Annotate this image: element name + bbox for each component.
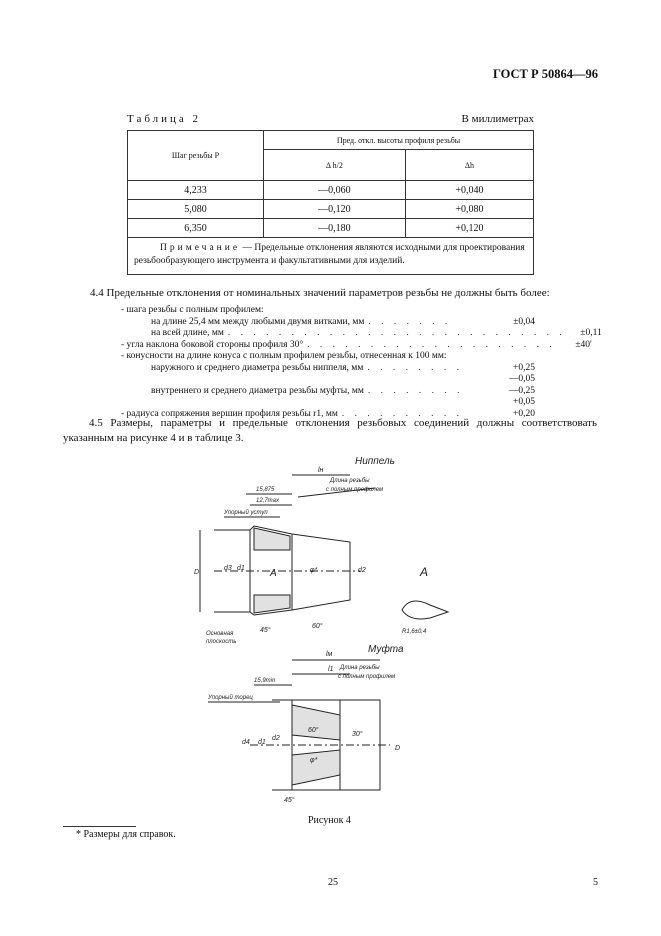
table-caption: Таблица 2: [127, 113, 202, 125]
list-item: наружного и среднего диаметра резьбы ниппеля, мм . . . . . . . . +0,25: [151, 362, 535, 373]
full-profile-label: с полным профилем: [326, 487, 384, 493]
ln-label: lн: [318, 467, 324, 474]
radius-label: R1,6±0,4: [402, 629, 427, 635]
lm-label: lм: [326, 651, 333, 658]
table-row: [128, 200, 534, 219]
cell-delta: +0,080: [405, 200, 533, 219]
list-item: —0,05: [508, 374, 535, 384]
coupling-angle-60: 60°: [308, 727, 319, 734]
sheet-number: 5: [593, 877, 598, 888]
note-label: Примечание: [160, 243, 241, 253]
angle-45-label: 45°: [260, 627, 271, 634]
cell-half-delta: —0,180: [264, 219, 406, 238]
thread-length-label: Длина резьбы: [330, 478, 370, 484]
cell-pitch: 4,233: [128, 181, 264, 200]
cell-delta: +0,120: [405, 219, 533, 238]
coupling-D-label: D: [395, 745, 401, 752]
figure-4-drawing: [180, 450, 480, 812]
table-note: [128, 238, 534, 275]
list-item: - конусности на длине конуса с полным профилем резьбы, отнесенная к 100 мм:: [121, 351, 447, 361]
coupling-drawing: [207, 643, 404, 804]
list-item: внутреннего и среднего диаметра резьбы муфты, мм . . . . . . . . —0,25: [151, 385, 535, 396]
table-2: [127, 130, 534, 275]
coupling-label: Муфта: [368, 644, 404, 655]
tolerance-list: [121, 305, 602, 420]
dim-15-875: 15,875: [256, 487, 275, 493]
d1-label: d1: [237, 565, 245, 572]
col-half-delta-header: Δ h/2: [264, 150, 406, 181]
d3-label: d3: [224, 565, 232, 572]
section-4-4: 4.4 Предельные отклонения от номинальных значений параметров резьбы не должны быть более:: [90, 287, 550, 299]
main-plane-label-2: плоскость: [206, 639, 237, 645]
d2-label: d2: [358, 567, 366, 574]
standard-code: ГОСТ Р 50864—96: [492, 67, 598, 81]
table-row: [128, 219, 534, 238]
phi-label: φ*: [310, 567, 318, 574]
table-units: В миллиметрах: [461, 113, 534, 125]
cell-pitch: 6,350: [128, 219, 264, 238]
cell-half-delta: —0,060: [264, 181, 406, 200]
thrust-face-label: Упорный торец: [208, 695, 253, 701]
cell-delta: +0,040: [405, 181, 533, 200]
footnote-rule: [63, 826, 136, 827]
coupling-angle-30: 30°: [352, 731, 363, 738]
main-plane-label: Основная: [206, 631, 234, 637]
col-pitch-header: Шаг резьбы P: [128, 131, 264, 181]
l1-label: l1: [328, 666, 334, 673]
nipple-drawing: [194, 456, 448, 645]
figure-caption: Рисунок 4: [308, 815, 351, 826]
table-row: [128, 181, 534, 200]
page-number: 25: [328, 877, 338, 888]
dim-12-7max: 12,7max: [256, 498, 280, 504]
list-item: на всей длине, мм . . . . . . . . . . . . . . . . . . . . . . . . . . . ±0,11: [151, 328, 602, 338]
D-label: D: [194, 569, 200, 576]
coupling-d1-label: d1: [258, 739, 266, 746]
coupling-angle-45: 45°: [284, 797, 295, 804]
list-item: +0,05: [513, 397, 535, 407]
col-delta-header: Δh: [405, 150, 533, 181]
list-item: - радиуса сопряжения вершин профиля резьбы r1, мм . . . . . . . . . . +0,20: [121, 408, 535, 419]
d4-label: d4: [242, 739, 250, 746]
nipple-label: Ниппель: [355, 456, 395, 467]
cell-pitch: 5,080: [128, 200, 264, 219]
dim-15-9min: 15,9min: [254, 678, 276, 684]
col-group-header: Пред. откл. высоты профиля резьбы: [264, 131, 534, 150]
section-4-5: 4.5 Размеры, параметры и предельные отклонения резьбовых соединений должны соответствовать указанным на рисунке 4 и в таблице 3.: [63, 417, 597, 444]
coupling-full-profile: с полным профилем: [338, 674, 396, 680]
detail-A-title: A: [420, 565, 429, 579]
list-item: - шага резьбы с полным профилем:: [121, 305, 264, 315]
thrust-shoulder-label: Упорный уступ: [224, 510, 268, 516]
list-item: - угла наклона боковой стороны профиля 30° . . . . . . . . . . . . . . . . . . . . ±40': [121, 339, 592, 350]
detail-A-label: A: [270, 568, 277, 579]
coupling-d2-label: d2: [272, 735, 280, 742]
footnote: * Размеры для справок.: [76, 829, 176, 840]
cell-half-delta: —0,120: [264, 200, 406, 219]
coupling-thread-length: Длина резьбы: [340, 665, 380, 671]
coupling-phi-label: φ*: [310, 757, 318, 764]
note-text: — Предельные отклонения являются исходными для проектирования резьбообразующего инструмента и факультативными для изделий.: [134, 243, 525, 266]
list-item: на длине 25,4 мм между любыми двумя витками, мм . . . . . . . ±0,04: [151, 316, 535, 327]
angle-60-label: 60°: [312, 623, 323, 630]
